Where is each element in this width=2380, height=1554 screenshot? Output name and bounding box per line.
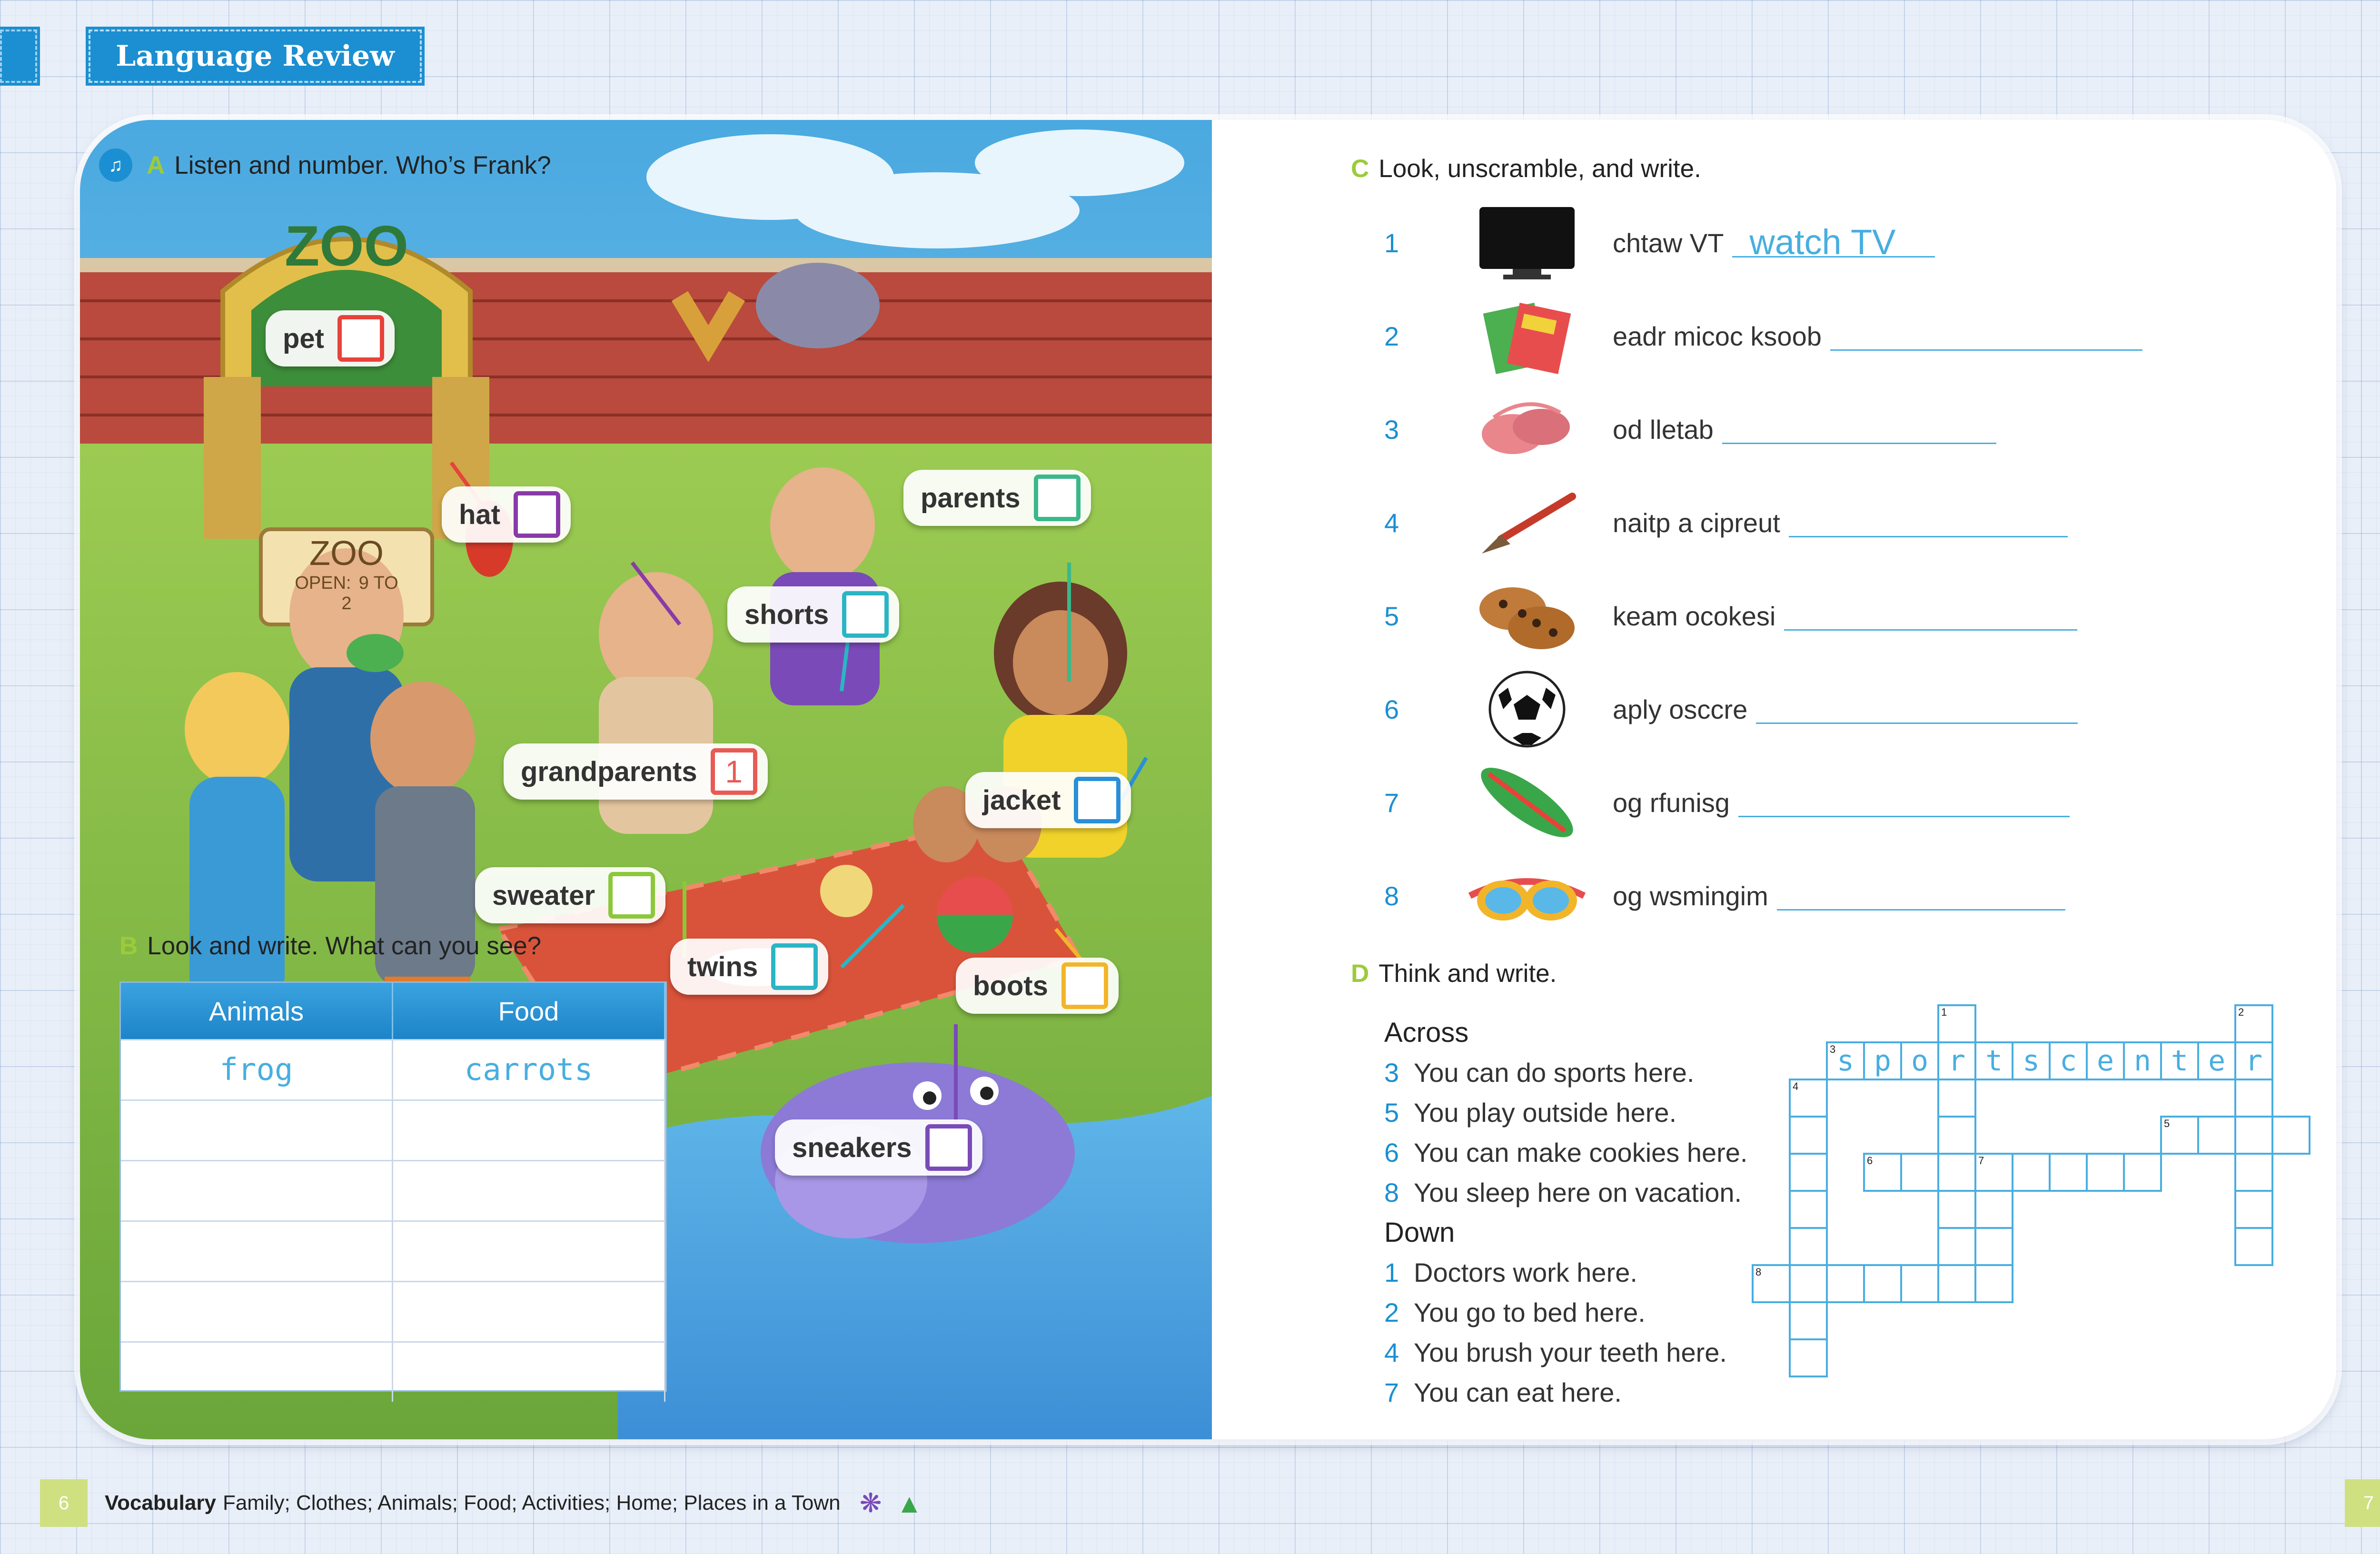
crossword-cell[interactable] [1937,1079,1976,1118]
crossword-letter: p [1874,1044,1892,1078]
crossword-clue-number: 6 [1867,1155,1873,1167]
answer-line[interactable]: watch TV [1732,228,1935,257]
clue-across-6 [1384,1132,1813,1172]
crossword-cell[interactable] [1937,1116,1976,1155]
crossword-cell[interactable] [1863,1153,1902,1192]
animals-food-table [119,981,667,1392]
crossword-cell[interactable] [1937,1041,1976,1080]
crossword-grid [1752,1004,2336,1409]
crossword-letter: e [2208,1044,2226,1078]
section-d-letter: D [1351,960,1369,988]
table-cell[interactable]: carrots [393,1040,665,1099]
scrambled-words: chtaw VT [1613,228,1724,258]
crossword-cell[interactable] [2049,1153,2088,1192]
footer-vocab-label: Vocabulary [105,1491,216,1514]
crossword-letter: o [1911,1044,1929,1078]
zoo-hours-title: ZOO [309,534,384,573]
answer-box[interactable] [1074,777,1121,823]
crossword-letter: e [2096,1044,2114,1078]
footer-vocab-text: Family; Clothes; Animals; Food; Activities; Home; Places in a Town [222,1491,841,1514]
crossword-cell[interactable] [1826,1264,1865,1303]
unscramble-item-8 [1384,849,2241,942]
scrambled-words: aply osccre [1613,694,1748,724]
section-c-letter: C [1351,155,1369,183]
crossword-cell[interactable] [1974,1227,2013,1266]
table-row [121,1220,665,1281]
paintbrush-icon [1456,477,1598,568]
crossword-cell[interactable] [1937,1004,1976,1043]
clue-number: 7 [1384,1377,1399,1407]
answer-box[interactable] [842,591,889,638]
header-title: Language Review [116,40,395,73]
crossword-letter: s [2022,1044,2040,1078]
clue-text: You brush your teeth here. [1414,1337,1727,1367]
crossword-cell[interactable] [2234,1079,2273,1118]
crossword-cell[interactable] [1974,1190,2013,1229]
answer-line[interactable] [1777,881,2065,911]
section-b-heading [119,931,541,960]
clue-across-3 [1384,1052,1813,1092]
zoo-hours-sign [261,534,432,624]
unscramble-item-5 [1384,569,2241,663]
answer-box[interactable] [514,491,560,538]
clue-number: 6 [1384,1137,1399,1168]
label-parents [903,470,1091,526]
table-cell[interactable] [121,1222,393,1281]
goggles-icon [1456,851,1598,941]
crossword-clue-number: 8 [1755,1266,1762,1278]
crossword-clue-number: 2 [2238,1006,2244,1018]
table-cell[interactable] [393,1343,665,1402]
clue-number: 8 [1384,1177,1399,1208]
crossword-cell[interactable] [1752,1264,1791,1303]
label-text: shorts [744,599,829,630]
soccer-ball-icon [1456,664,1598,754]
label-text: hat [459,499,500,530]
unscramble-item-4 [1384,476,2241,569]
crossword-cell[interactable] [2234,1190,2273,1229]
answer-box[interactable] [608,872,655,919]
label-pet [266,310,395,366]
item-number: 1 [1384,228,1399,258]
crossword-cell[interactable] [2012,1041,2051,1080]
crossword-cell[interactable] [2049,1041,2088,1080]
zoo-sign: ZOO [285,214,408,278]
answer-box[interactable] [771,943,818,990]
crossword-cell[interactable] [2234,1041,2273,1080]
crossword-cell[interactable] [2234,1116,2273,1155]
tv-icon [1456,198,1598,288]
crossword-cell[interactable] [1863,1041,1902,1080]
across-heading: Across [1384,1017,1469,1048]
crossword-cell[interactable] [2197,1041,2236,1080]
table-cell[interactable] [121,1282,393,1341]
crossword-clues [1384,1012,1813,1412]
label-text: parents [921,482,1021,514]
table-header [121,983,665,1039]
clue-text: Doctors work here. [1414,1257,1637,1287]
label-hat [442,486,571,543]
answer-line[interactable] [1738,788,2070,817]
crossword-cell[interactable] [1974,1041,2013,1080]
table-row [121,1039,665,1099]
scrambled-words: naitp a cipreut [1613,507,1780,538]
crossword-cell[interactable] [1900,1264,1939,1303]
item-number: 7 [1384,787,1399,818]
clue-text: You can make cookies here. [1414,1137,1748,1168]
column-header-animals: Animals [121,983,393,1039]
crossword-cell[interactable] [1789,1338,1828,1377]
crossword-cell[interactable] [2086,1041,2125,1080]
clue-down-2 [1384,1292,1813,1332]
crossword-cell[interactable] [2234,1153,2273,1192]
label-sweater [475,867,665,923]
label-text: sneakers [792,1132,912,1163]
page-number-left: 6 [40,1479,88,1527]
answer-box[interactable]: 1 [711,748,757,795]
item-number: 6 [1384,694,1399,724]
label-text: boots [973,970,1048,1001]
crossword-cell[interactable] [2234,1227,2273,1266]
crossword-letter: r [2245,1044,2263,1078]
crossword-cell[interactable] [1974,1264,2013,1303]
clue-number: 3 [1384,1057,1399,1088]
crossword-clue-number: 5 [2164,1118,2170,1129]
scrambled-words: og wsmingim [1613,881,1768,911]
crossword-cell[interactable] [1789,1264,1828,1303]
book-icon: ▲ [896,1488,923,1518]
clue-text: You go to bed here. [1414,1297,1646,1327]
crossword-cell[interactable] [1789,1079,1828,1118]
section-a-letter: A [147,151,165,179]
label-jacket [965,772,1131,828]
clue-number: 2 [1384,1297,1399,1327]
unscramble-item-1 [1384,196,2241,289]
clue-number: 5 [1384,1097,1399,1128]
unscramble-item-2 [1384,289,2241,383]
label-shorts [727,586,899,643]
crossword-cell[interactable] [1937,1153,1976,1192]
answer-box[interactable] [1034,475,1081,521]
crossword-cell[interactable] [1937,1190,1976,1229]
clue-text: You can do sports here. [1414,1057,1695,1088]
unscramble-item-3 [1384,383,2241,476]
label-boots [956,958,1119,1014]
label-twins [670,939,828,995]
label-grandparents [504,743,768,800]
section-d-heading [1351,959,1557,988]
answer-line[interactable] [1756,695,2078,724]
clue-text: You can eat here. [1414,1377,1622,1407]
item-number: 5 [1384,601,1399,631]
answer-line[interactable] [1784,602,2077,631]
crossword-letter: t [2171,1044,2189,1078]
section-b-instruction: Look and write. What can you see? [147,932,542,960]
scrambled-words: og rfunisg [1613,787,1730,818]
crossword-cell[interactable] [1900,1153,1939,1192]
answer-box[interactable] [1061,962,1108,1009]
crossword-letter: r [1948,1044,1966,1078]
page-number-right: 7 [2345,1479,2380,1527]
header-ribbon-tab [0,30,37,83]
answer-box[interactable] [925,1124,972,1171]
table-row [121,1341,665,1402]
bug-icon: ❋ [859,1488,882,1518]
crossword-cell[interactable] [2012,1153,2051,1192]
table-row [121,1160,665,1220]
section-d-instruction: Think and write. [1378,960,1557,988]
surfboard-icon [1456,757,1598,848]
table-cell[interactable]: frog [121,1040,393,1099]
clue-number: 1 [1384,1257,1399,1287]
clue-down-4 [1384,1332,1813,1372]
cookies-icon [1456,571,1598,661]
label-text: twins [687,951,758,982]
table-cell[interactable] [121,1161,393,1220]
crossword-cell[interactable] [2271,1116,2311,1155]
audio-icon[interactable]: ♫ [99,148,132,182]
zoo-hours-start: 9 TO [358,573,398,593]
section-a-instruction: Listen and number. Who’s Frank? [174,151,551,179]
section-a-heading [99,148,551,182]
clue-across-8 [1384,1172,1813,1212]
answer-line[interactable] [1830,322,2142,351]
table-cell[interactable] [393,1222,665,1281]
label-text: grandparents [521,756,697,787]
crossword-letter: c [2059,1044,2077,1078]
zoo-hours-open-label: OPEN: [295,573,351,593]
crossword-cell[interactable] [1789,1301,1828,1340]
clue-text: You sleep here on vacation. [1414,1177,1742,1208]
down-heading: Down [1384,1217,1455,1248]
crossword-cell[interactable] [1826,1041,1865,1080]
crossword-cell[interactable] [2123,1041,2162,1080]
item-number: 8 [1384,881,1399,911]
column-header-food: Food [393,983,665,1039]
label-sneakers [775,1119,982,1176]
crossword-cell[interactable] [2234,1004,2273,1043]
crossword-cell[interactable] [1937,1264,1976,1303]
table-cell[interactable] [393,1101,665,1160]
clue-down-1 [1384,1252,1813,1292]
unscramble-list [1384,196,2241,942]
crossword-clue-number: 3 [1830,1043,1836,1055]
table-cell[interactable] [393,1282,665,1341]
label-text: sweater [492,880,595,911]
crossword-cell[interactable] [1789,1190,1828,1229]
crossword-clue-number: 7 [1978,1155,1984,1167]
section-header [89,30,422,83]
scrambled-words: od lletab [1613,414,1714,445]
crossword-clue-number: 1 [1941,1006,1947,1018]
unscramble-item-6 [1384,663,2241,756]
answer-box[interactable] [337,315,384,362]
footer-vocabulary [105,1479,922,1527]
workbook-card [80,120,2336,1439]
answer-line[interactable] [1722,415,1996,444]
clue-number: 4 [1384,1337,1399,1367]
crossword-cell[interactable] [2086,1153,2125,1192]
clue-text: You play outside here. [1414,1097,1677,1128]
crossword-cell[interactable] [2123,1153,2162,1192]
item-number: 2 [1384,321,1399,351]
crossword-letter: s [1836,1044,1854,1078]
crossword-clue-number: 4 [1793,1080,1799,1092]
crossword-cell[interactable] [1937,1227,1976,1266]
scrambled-words: eadr micoc ksoob [1613,321,1822,351]
table-cell[interactable] [393,1161,665,1220]
unscramble-item-7 [1384,756,2241,849]
clue-across-5 [1384,1092,1813,1132]
zoo-picnic-illustration [80,120,1212,1439]
crossword-cell[interactable] [2160,1041,2199,1080]
crossword-cell[interactable] [1863,1264,1902,1303]
crossword-letter: t [1985,1044,2003,1078]
section-c-instruction: Look, unscramble, and write. [1378,155,1701,183]
crossword-cell[interactable] [2160,1116,2199,1155]
crossword-cell[interactable] [2197,1116,2236,1155]
crossword-cell[interactable] [1789,1153,1828,1192]
section-b-letter: B [119,932,138,960]
zoo-hours-end: 2 [341,594,352,614]
comic-books-icon [1456,291,1598,381]
item-number: 3 [1384,414,1399,445]
crossword-cell[interactable] [1974,1153,2013,1192]
table-cell[interactable] [121,1101,393,1160]
table-row [121,1281,665,1341]
answer-line[interactable] [1789,508,2068,537]
scrambled-words: keam ocokesi [1613,601,1776,631]
crossword-cell[interactable] [1789,1227,1828,1266]
table-cell[interactable] [121,1343,393,1402]
table-row [121,1099,665,1160]
ballet-shoes-icon [1456,384,1598,475]
crossword-cell[interactable] [1900,1041,1939,1080]
section-c-heading [1351,154,1701,183]
crossword-letter: n [2133,1044,2152,1078]
item-number: 4 [1384,507,1399,538]
crossword-cell[interactable] [1789,1116,1828,1155]
label-text: pet [283,323,324,354]
clue-down-7 [1384,1372,1813,1412]
label-text: jacket [982,784,1061,816]
